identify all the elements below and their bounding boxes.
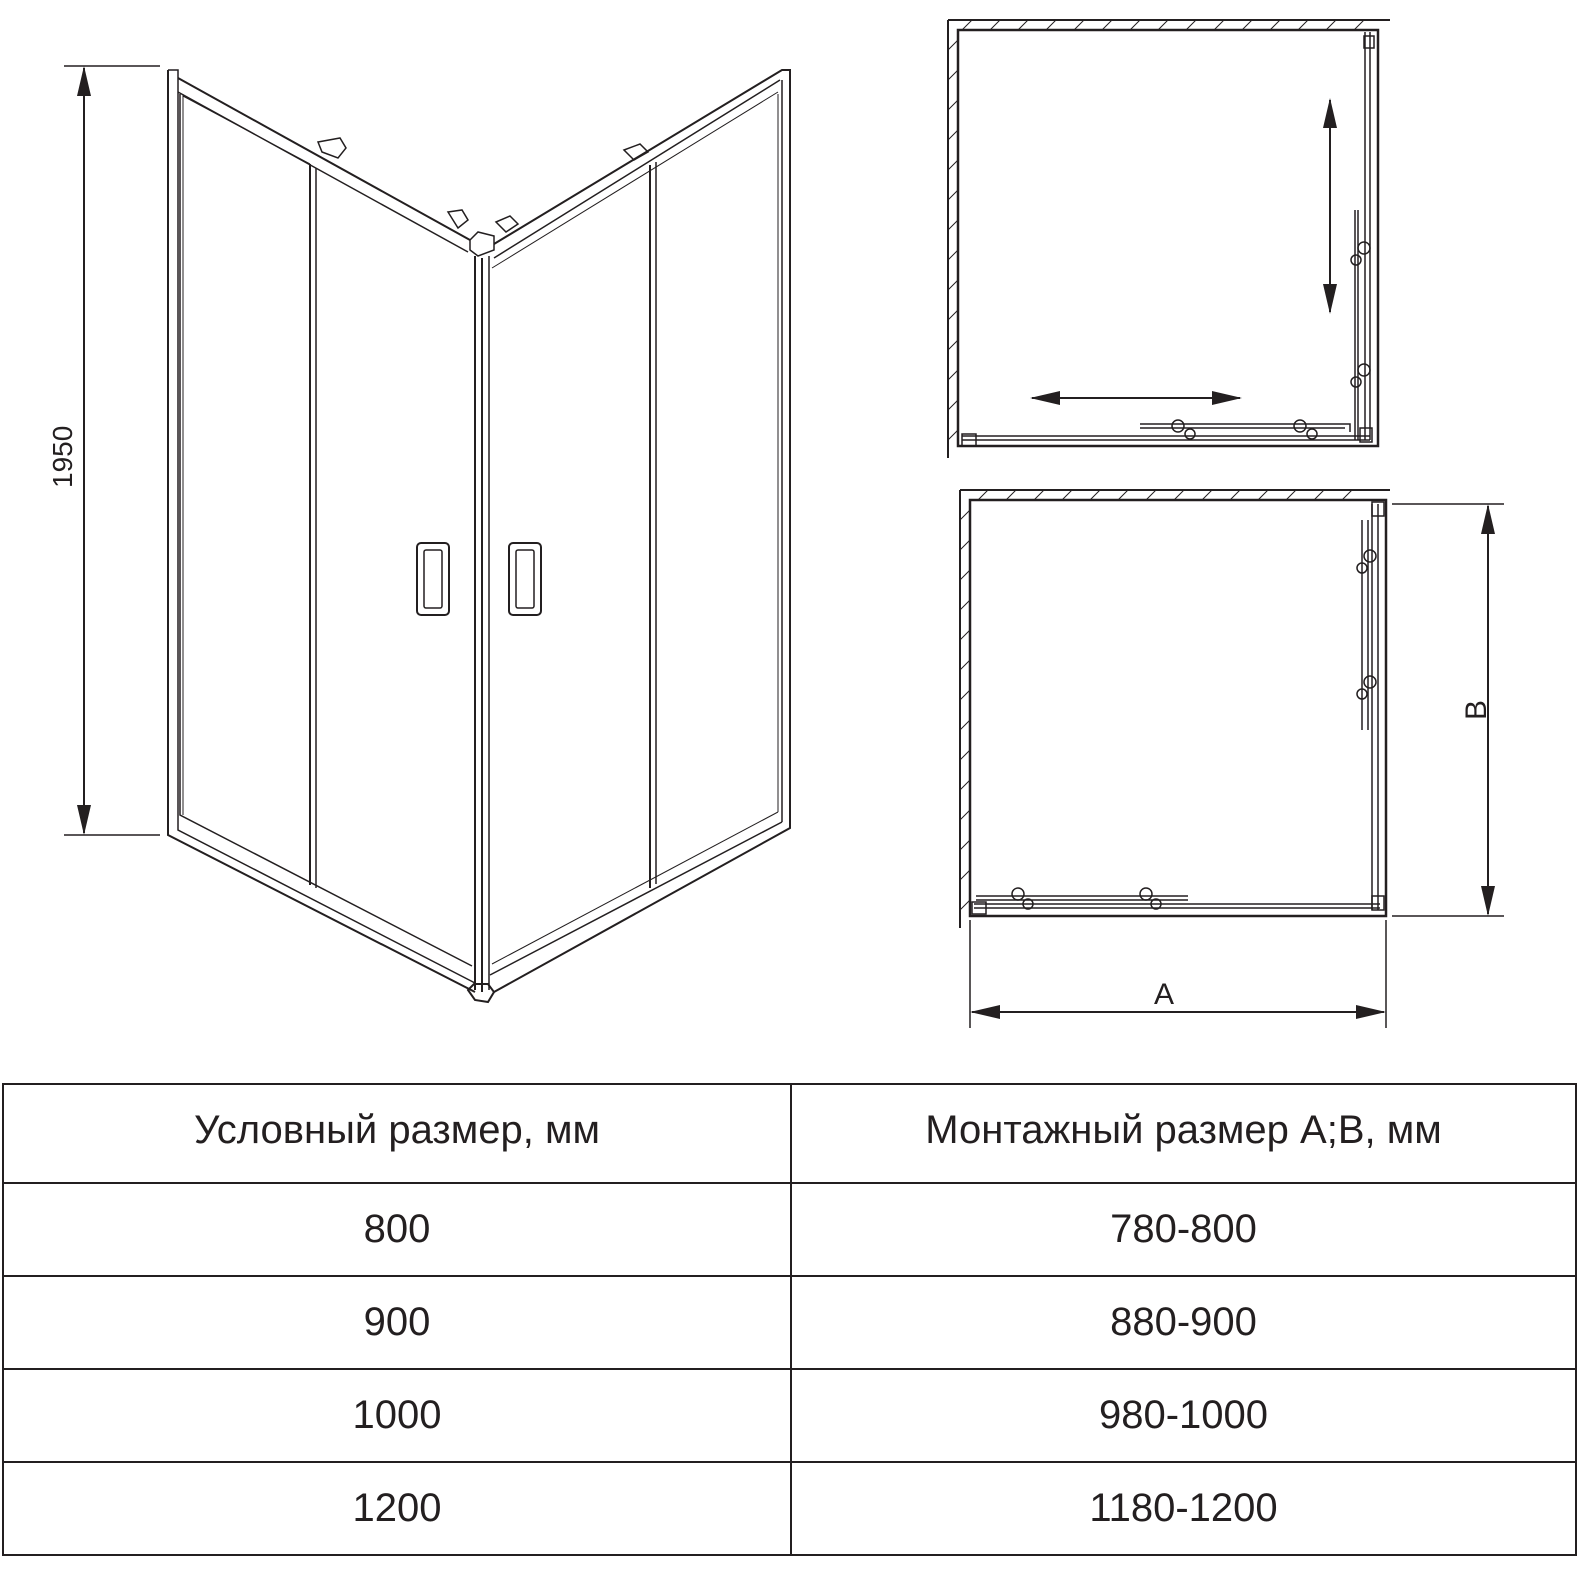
mounting-size-cell: 980-1000 (791, 1369, 1576, 1462)
plan-view-bottom (960, 490, 1504, 1028)
nominal-size-cell: 1200 (3, 1462, 791, 1555)
mounting-size-cell: 1180-1200 (791, 1462, 1576, 1555)
left-panel (168, 70, 475, 992)
height-dimension-label: 1950 (47, 425, 78, 488)
right-panel (490, 70, 790, 992)
nominal-size-cell: 900 (3, 1276, 791, 1369)
table-row (3, 1183, 1576, 1276)
dimension-a-label: A (1153, 978, 1175, 1011)
dimension-b-label: B (1460, 699, 1493, 721)
nominal-size-cell: 800 (3, 1183, 791, 1276)
wall-hatch-top (948, 20, 1364, 440)
height-dimension (64, 66, 160, 835)
right-rail-bottom (1357, 502, 1384, 910)
corner-post (468, 232, 494, 1002)
wall-hatch-bottom (960, 490, 1352, 910)
right-rail-top (1351, 32, 1374, 442)
bottom-rail-bottom (972, 888, 1380, 914)
isometric-view (47, 66, 790, 1002)
mounting-size-cell: 880-900 (791, 1276, 1576, 1369)
plan-view-top (948, 20, 1390, 458)
table-header-row (3, 1084, 1576, 1183)
header-mounting-size: Монтажный размер A;B, мм (791, 1084, 1576, 1183)
table-row (3, 1369, 1576, 1462)
bottom-rail-top (962, 420, 1370, 446)
table-row (3, 1276, 1576, 1369)
header-nominal-size: Условный размер, мм (3, 1084, 791, 1183)
nominal-size-cell: 1000 (3, 1369, 791, 1462)
table-row (3, 1462, 1576, 1555)
size-table (2, 1083, 1577, 1556)
dimension-a (970, 920, 1386, 1028)
mounting-size-cell: 780-800 (791, 1183, 1576, 1276)
